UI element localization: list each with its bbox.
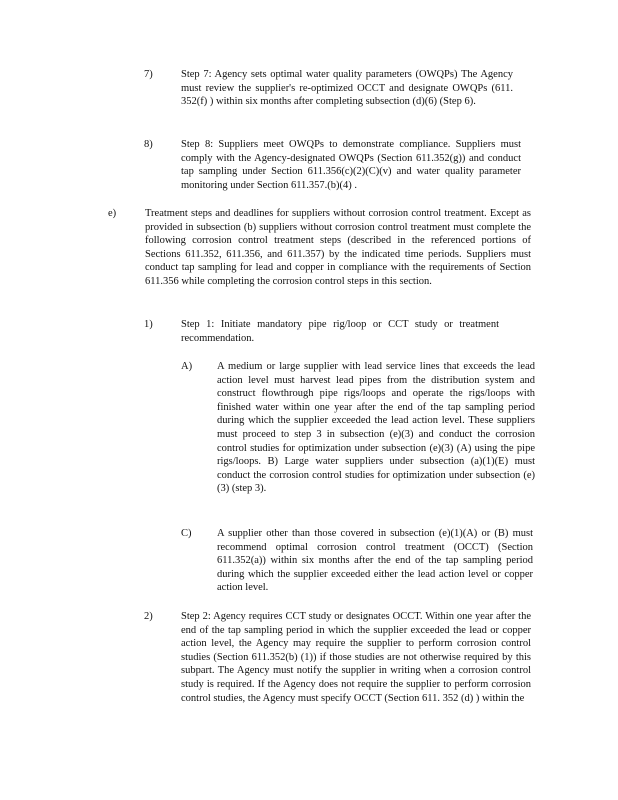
step-1-text: Step 1: Initiate mandatory pipe rig/loop or CCT study or treatment recommendation. (181, 319, 499, 344)
item-8-marker: 8) (144, 139, 153, 150)
item-7-text: Step 7: Agency sets optimal water quality parameters (OWQPs) The Agency must review the supplier's re-optimized OCCT and designate OWQPs (611. 352(f) ) within six months after completing subsection (d)(6) (Step 6). (181, 69, 513, 108)
sub-c-marker: C) (181, 528, 192, 539)
item-8-text: Step 8: Suppliers meet OWQPs to demonstrate compliance. Suppliers must comply with the Agency-designated OWQPs (Section 611.352(g)) and conduct tap sampling under Section 611.356(c)(2)(C)(v) and water quality parameter monitoring under Section 611.357.(b)(4) . (181, 139, 521, 191)
step-1-marker: 1) (144, 319, 153, 330)
section-e-marker: e) (108, 208, 117, 219)
step-2-text: Step 2: Agency requires CCT study or designates OCCT. Within one year after the end of the tap sampling period in which the supplier exceeded the lead or copper action level, the Agency may require the supplier to perform corrosion control studies (Section 611.352(b) (1)) if those studies are not otherwise required by this subpart. The Agency must notify the supplier in writing when a corrosion control study is required. If the Agency does not require the supplier to perform corrosion control studies, the Agency must specify OCCT (Section 611. 352 (d) ) within the (181, 611, 531, 704)
step-2-marker: 2) (144, 611, 153, 622)
sub-a-text: A medium or large supplier with lead service lines that exceeds the lead action level must harvest lead pipes from the distribution system and construct flowthrough pipe rigs/loops and operate the rigs/loops with finished water within one year after the end of the tap sampling period during which the supplier exceeded the lead action level. These suppliers must proceed to step 3 in subsection (e)(3) and conduct the corrosion control studies for optimization under subsection (e)(3) (A) using the pipe rigs/loops. B) Large water suppliers under subsection (a)(1)(E) must conduct the corrosion control studies for optimization under subsection (e)(3) (step 3). (217, 361, 535, 495)
item-7-marker: 7) (144, 69, 153, 80)
sub-c-text: A supplier other than those covered in subsection (e)(1)(A) or (B) must recommend optimal corrosion control treatment (OCCT) (Section 611.352(a)) within six months after the end of the tap sampling period during which the supplier exceeded either the lead action level or copper action level. (217, 528, 533, 594)
section-e-text: Treatment steps and deadlines for suppliers without corrosion control treatment. Except as provided in subsection (b) suppliers without corrosion control treatment must complete the following corrosion control treatment steps (described in the referenced portions of Sections 611.352, 611.356, and 611.357) by the indicated time periods. Suppliers must conduct tap sampling for lead and copper in compliance with the requirements of Section 611.356 while completing the corrosion control steps in this section. (145, 208, 531, 287)
sub-a-marker: A) (181, 361, 193, 372)
